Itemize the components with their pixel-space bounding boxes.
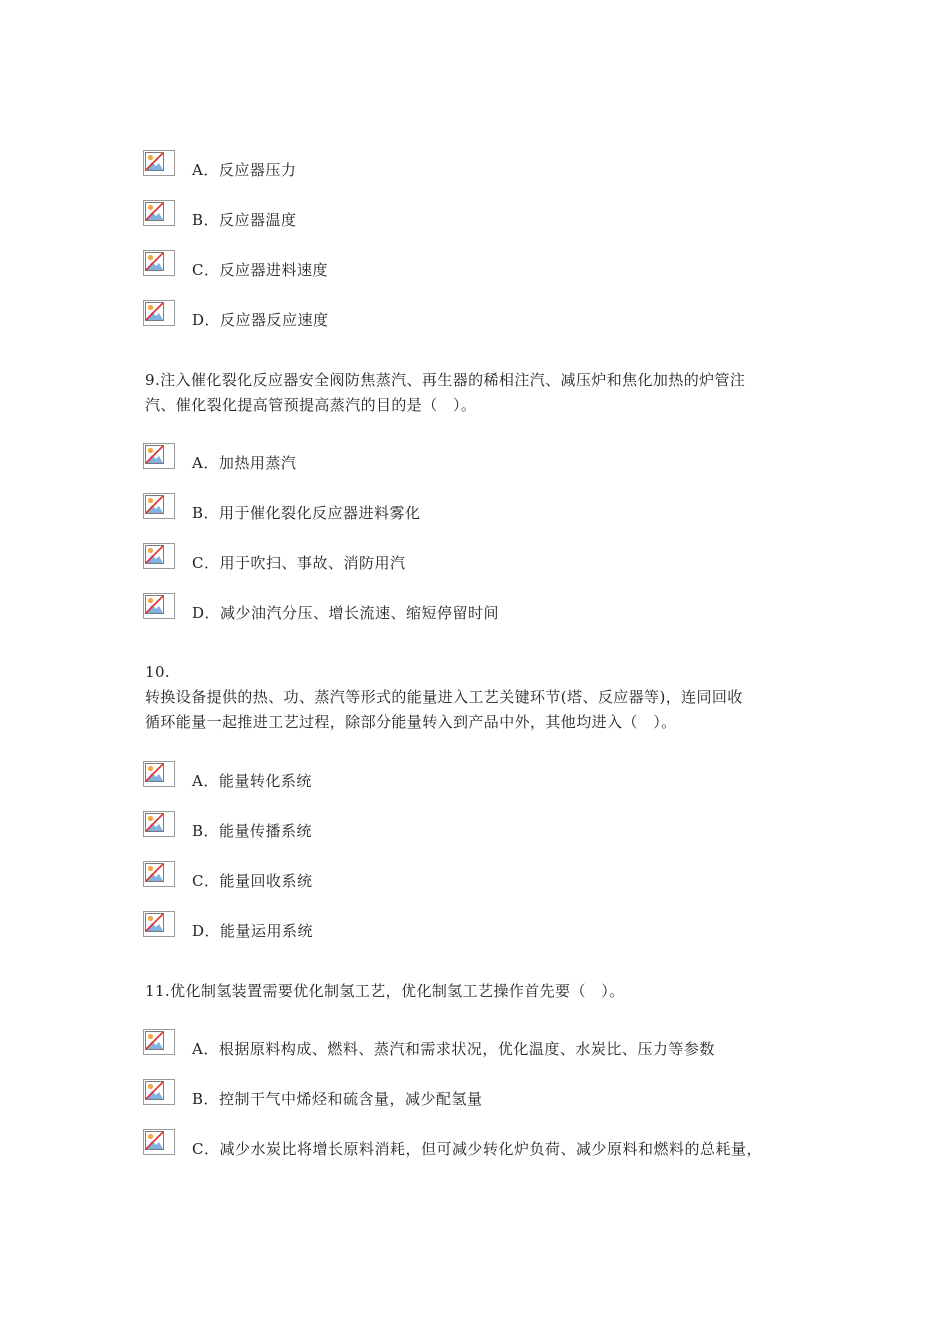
broken-image-icon [143,300,175,326]
broken-image-icon [143,593,175,619]
broken-image-icon [143,761,175,787]
question-text-line: 9.注入催化裂化反应器安全阀防焦蒸汽、再生器的稀相注汽、减压炉和焦化加热的炉管注 [145,371,746,389]
option-a[interactable] [143,761,923,791]
option-label: A．根据原料构成、燃料、蒸汽和需求状况，优化温度、水炭比、压力等参数 [192,1040,715,1058]
broken-image-icon [143,1129,175,1155]
option-c[interactable] [143,1129,923,1159]
broken-image-icon [143,811,175,837]
broken-image-icon [143,1079,175,1105]
option-label: C．减少水炭比将增长原料消耗，但可减少转化炉负荷、减少原料和燃料的总耗量， [192,1140,762,1158]
option-label: C．用于吹扫、事故、消防用汽 [192,554,406,572]
option-b[interactable] [143,200,923,230]
option-c[interactable] [143,250,923,280]
option-label: B．反应器温度 [192,211,297,229]
broken-image-icon [143,861,175,887]
question-text-line: 11.优化制氢装置需要优化制氢工艺，优化制氢工艺操作首先要（ ）。 [145,982,625,1000]
option-label: B．能量传播系统 [192,822,313,840]
option-a[interactable] [143,150,923,180]
option-label: D．能量运用系统 [192,922,314,940]
broken-image-icon [143,443,175,469]
option-b[interactable] [143,493,923,523]
option-label: D．反应器反应速度 [192,311,329,329]
broken-image-icon [143,1029,175,1055]
option-d[interactable] [143,593,923,623]
broken-image-icon [143,250,175,276]
broken-image-icon [143,911,175,937]
question-11-stem [145,979,815,1004]
broken-image-icon [143,150,175,176]
question-9-stem [145,368,815,418]
option-d[interactable] [143,911,923,941]
question-10-stem [145,660,815,735]
broken-image-icon [143,493,175,519]
option-c[interactable] [143,543,923,573]
question-text-line: 循环能量一起推进工艺过程，除部分能量转入到产品中外，其他均进入（ ）。 [145,713,677,731]
option-label: B．用于催化裂化反应器进料雾化 [192,504,421,522]
option-b[interactable] [143,811,923,841]
option-label: A．加热用蒸汽 [192,454,297,472]
option-a[interactable] [143,1029,923,1059]
option-c[interactable] [143,861,923,891]
option-label: C．反应器进料速度 [192,261,328,279]
broken-image-icon [143,200,175,226]
broken-image-icon [143,543,175,569]
option-label: D．减少油汽分压、增长流速、缩短停留时间 [192,604,500,622]
question-text-line: 汽、催化裂化提高管预提高蒸汽的目的是（ ）。 [145,396,477,414]
option-b[interactable] [143,1079,923,1109]
question-number: 10. [145,663,171,681]
question-text-line: 转换设备提供的热、功、蒸汽等形式的能量进入工艺关键环节(塔、反应器等)，连同回收 [145,688,743,706]
option-a[interactable] [143,443,923,473]
option-label: A．能量转化系统 [192,772,312,790]
option-label: B．控制干气中烯烃和硫含量，减少配氢量 [192,1090,483,1108]
option-label: C．能量回收系统 [192,872,313,890]
option-d[interactable] [143,300,923,330]
option-label: A．反应器压力 [192,161,297,179]
